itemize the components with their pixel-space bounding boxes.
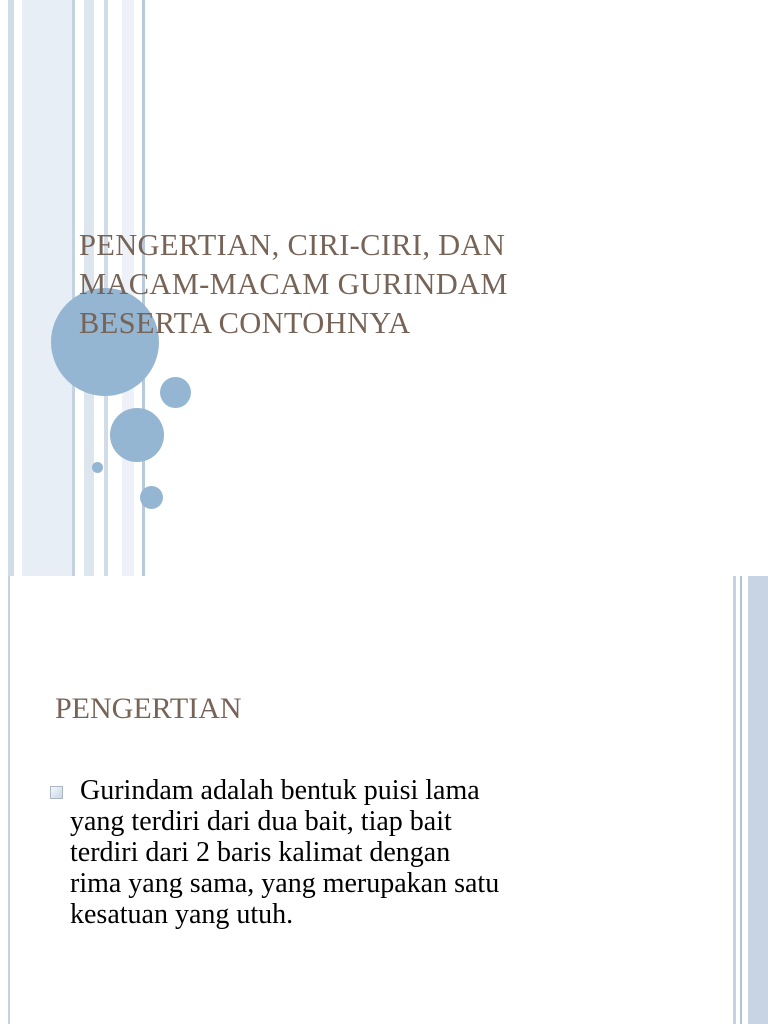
decorative-stripe: [8, 576, 10, 1024]
decorative-stripe: [8, 0, 14, 576]
decorative-stripe: [22, 0, 72, 576]
decorative-circle: [160, 377, 191, 408]
decorative-circle: [140, 486, 163, 509]
section-heading: PENGERTIAN: [55, 692, 242, 725]
slide-title: [79, 226, 719, 343]
bullet-line: terdiri dari 2 baris kalimat dengan: [70, 837, 451, 868]
bullet-line: Gurindam adalah bentuk puisi lama: [80, 775, 480, 806]
bullet-line: kesatuan yang utuh.: [70, 899, 294, 930]
slide-title-line: BESERTA CONTOHNYA: [79, 306, 411, 340]
decorative-stripe: [72, 0, 75, 576]
bullet-line: rima yang sama, yang merupakan satu: [70, 868, 500, 899]
decorative-stripe: [740, 576, 742, 1024]
decorative-stripe: [748, 576, 768, 1024]
content-slide: [0, 576, 768, 1024]
decorative-stripe: [733, 576, 736, 1024]
bullet-line: yang terdiri dari dua bait, tiap bait: [70, 806, 452, 837]
decorative-circle: [92, 462, 103, 473]
square-bullet-icon: [50, 786, 63, 799]
bullet-paragraph: [70, 775, 730, 930]
decorative-circle: [110, 408, 164, 462]
slide-title-line: MACAM-MACAM GURINDAM: [79, 267, 508, 301]
slide-title-line: PENGERTIAN, CIRI-CIRI, DAN: [79, 228, 506, 262]
